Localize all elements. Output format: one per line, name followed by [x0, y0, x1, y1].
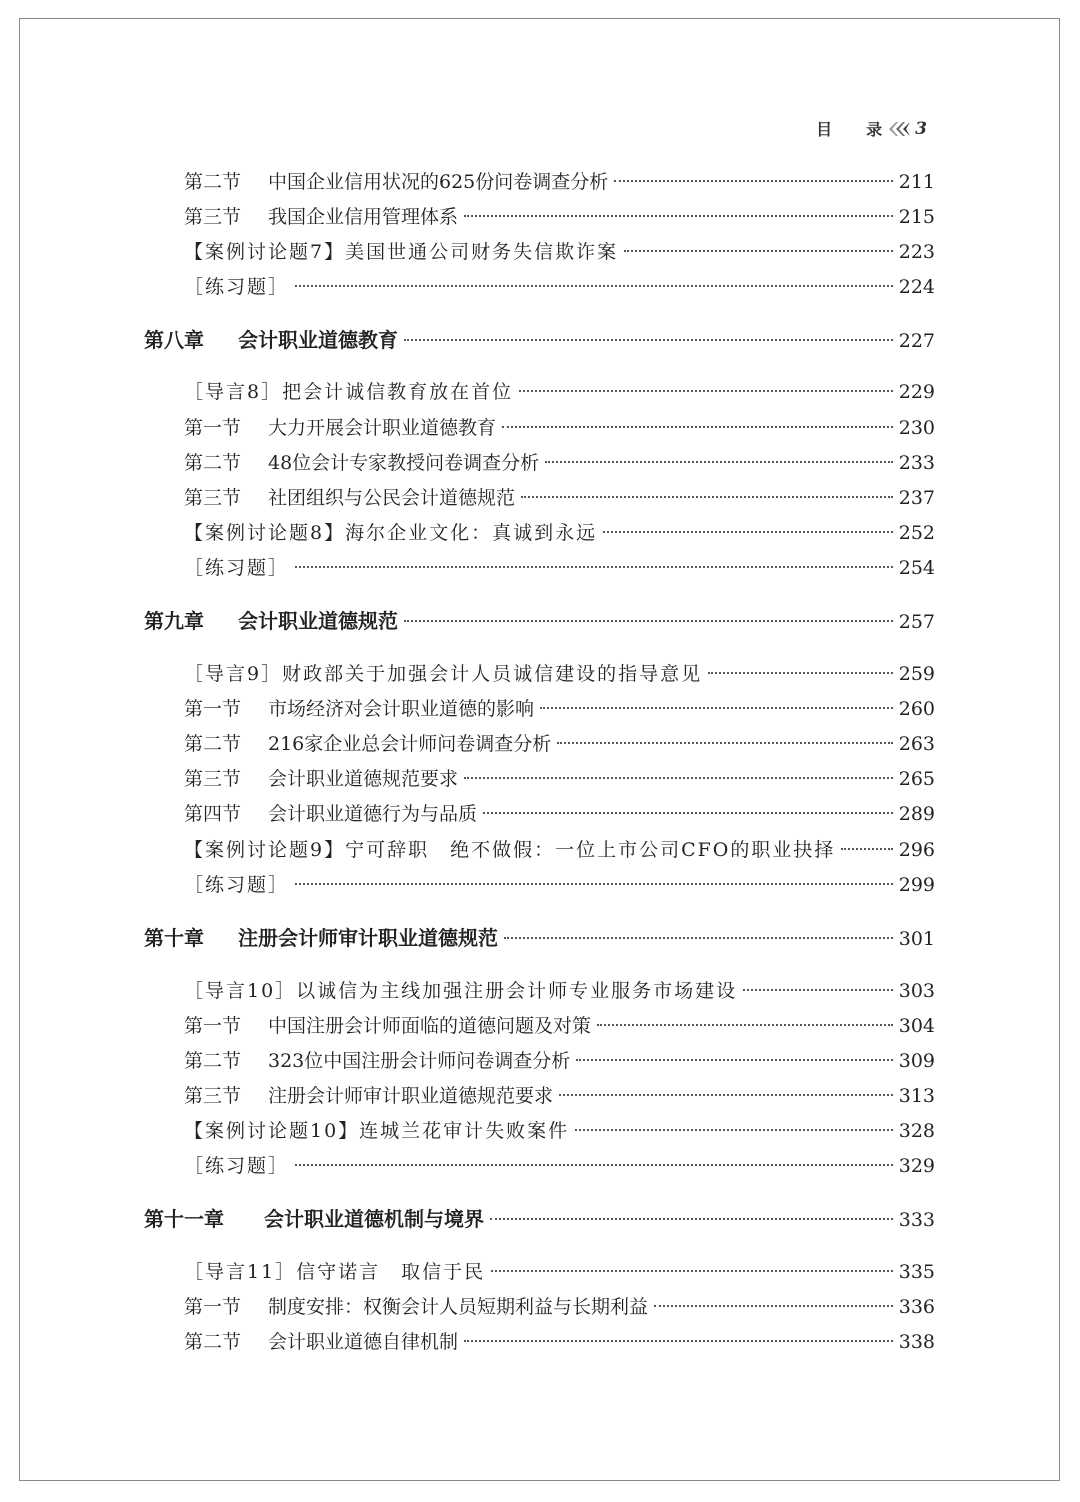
dot-leader	[603, 531, 893, 533]
toc-entry-page: 303	[898, 980, 935, 1002]
toc-entry-page: 299	[898, 874, 935, 896]
toc-entry-title: 市场经济对会计职业道德的影响	[268, 698, 535, 720]
dot-leader	[404, 620, 893, 622]
toc-chapter	[144, 923, 935, 953]
toc-chapter	[144, 1204, 935, 1234]
toc-entry	[184, 1046, 935, 1076]
toc-chapter-number: 第八章	[144, 328, 204, 352]
toc-entry-page: 215	[898, 206, 935, 228]
toc-chapter	[144, 325, 935, 355]
toc-entry-title: 【案例讨论题10】连城兰花审计失败案件	[184, 1120, 570, 1142]
dot-leader	[404, 339, 893, 341]
toc-entry	[184, 729, 935, 759]
toc-entry-number: 第三节	[184, 487, 242, 509]
toc-chapter-title: 会计职业道德机制与境界	[264, 1207, 484, 1231]
toc-entry	[184, 167, 935, 197]
toc-entry-page: 223	[898, 241, 935, 263]
dot-leader	[559, 1094, 893, 1096]
dot-leader	[502, 426, 893, 428]
dot-leader	[491, 1270, 893, 1272]
toc-entry-page: 211	[898, 171, 935, 193]
toc-entry-title: 【案例讨论题8】海尔企业文化：真诚到永远	[184, 522, 598, 544]
toc-entry-title: 制度安排：权衡会计人员短期利益与长期利益	[268, 1296, 649, 1318]
toc-entry-page: 329	[898, 1155, 935, 1177]
toc-entry-page: 289	[898, 803, 935, 825]
toc-entry-case	[184, 1116, 935, 1146]
toc-entry-exercise	[184, 272, 935, 302]
toc-entry-number: 第一节	[184, 1296, 242, 1318]
running-head-label: 目	[816, 120, 867, 139]
toc-entry-intro	[184, 976, 935, 1006]
running-head	[816, 117, 927, 140]
toc-chapter-page: 333	[898, 1209, 935, 1231]
toc-entry-page: 309	[898, 1050, 935, 1072]
toc-entry-title: 48位会计专家教授问卷调查分析	[268, 452, 540, 474]
toc-entry-page: 252	[898, 522, 935, 544]
dot-leader	[295, 883, 893, 885]
dot-leader	[521, 496, 893, 498]
toc-entry-number: 第三节	[184, 1085, 242, 1107]
toc-entry-title: 注册会计师审计职业道德规范要求	[268, 1085, 554, 1107]
toc-entry-number: 第三节	[184, 768, 242, 790]
toc-entry-title: 【案例讨论题7】美国世通公司财务失信欺诈案	[184, 241, 619, 263]
toc-entry-title: ［导言11］信守诺言 取信于民	[184, 1261, 486, 1283]
toc-entry-page: 254	[898, 557, 935, 579]
dot-leader	[490, 1218, 893, 1220]
toc-entry-title: ［练习题］	[184, 276, 290, 298]
toc-entry-number: 第一节	[184, 1015, 242, 1037]
dot-leader	[545, 461, 893, 463]
toc-chapter-page: 227	[898, 330, 935, 352]
toc-entry-title: ［导言9］财政部关于加强会计人员诚信建设的指导意见	[184, 663, 703, 685]
toc-entry-exercise	[184, 870, 935, 900]
toc-entry-page: 335	[898, 1261, 935, 1283]
toc-entry-title: 323位中国注册会计师问卷调查分析	[268, 1050, 571, 1072]
dot-leader	[708, 672, 893, 674]
toc-entry	[184, 1327, 935, 1357]
toc-entry-page: 260	[898, 698, 935, 720]
toc-chapter-title: 会计职业道德规范	[238, 609, 398, 633]
dot-leader	[575, 1129, 893, 1131]
toc-entry-title: 216家企业总会计师问卷调查分析	[268, 733, 552, 755]
toc-entry-title: 【案例讨论题9】宁可辞职 绝不做假：一位上市公司CFO的职业抉择	[184, 839, 836, 861]
toc-entry-number: 第二节	[184, 1331, 242, 1353]
toc-entry-case	[184, 237, 935, 267]
toc-entry-page: 304	[898, 1015, 935, 1037]
toc-entry-title: ［练习题］	[184, 874, 290, 896]
dot-leader	[464, 777, 893, 779]
toc-entry	[184, 413, 935, 443]
dot-leader	[295, 566, 893, 568]
toc-chapter-page: 257	[898, 611, 935, 633]
toc-entry-title: 社团组织与公民会计道德规范	[268, 487, 516, 509]
toc-entry-number: 第一节	[184, 417, 242, 439]
toc-entry-number: 第四节	[184, 803, 242, 825]
toc-entry-title: 大力开展会计职业道德教育	[268, 417, 497, 439]
toc-entry-exercise	[184, 553, 935, 583]
toc-entry	[184, 483, 935, 513]
toc-entry-page: 224	[898, 276, 935, 298]
dot-leader	[557, 742, 892, 744]
toc-chapter-number: 第九章	[144, 609, 204, 633]
toc-entry	[184, 1292, 935, 1322]
toc-entry-title: 会计职业道德行为与品质	[268, 803, 478, 825]
toc-entry-page: 338	[898, 1331, 935, 1353]
dot-leader	[295, 1164, 893, 1166]
double-arrow-left-icon	[886, 121, 910, 137]
toc-entry-page: 265	[898, 768, 935, 790]
toc-entry-case	[184, 835, 935, 865]
toc-entry-page: 263	[898, 733, 935, 755]
toc-entry	[184, 1011, 935, 1041]
toc-entry-page: 296	[898, 839, 935, 861]
toc-entry-title: 会计职业道德自律机制	[268, 1331, 459, 1353]
toc-chapter-title: 会计职业道德教育	[238, 328, 398, 352]
toc-entry	[184, 1081, 935, 1111]
toc-entry-number: 第三节	[184, 206, 242, 228]
toc-entry-title: ［导言8］把会计诚信教育放在首位	[184, 381, 514, 403]
dot-leader	[519, 390, 893, 392]
toc-entry-number: 第二节	[184, 733, 242, 755]
dot-leader	[841, 848, 892, 850]
dot-leader	[624, 250, 893, 252]
toc-entry-page: 313	[898, 1085, 935, 1107]
toc-chapter-number: 第十章	[144, 926, 204, 950]
toc-entry-page: 233	[898, 452, 935, 474]
dot-leader	[464, 1340, 893, 1342]
toc-entry-title: 中国注册会计师面临的道德问题及对策	[268, 1015, 592, 1037]
toc-entry-page: 229	[898, 381, 935, 403]
toc-entry	[184, 799, 935, 829]
toc-entry-number: 第一节	[184, 698, 242, 720]
toc-entry-title: ［导言10］以诚信为主线加强注册会计师专业服务市场建设	[184, 980, 738, 1002]
dot-leader	[576, 1059, 892, 1061]
toc-entry-page: 230	[898, 417, 935, 439]
toc-chapter	[144, 606, 935, 636]
dot-leader	[504, 937, 893, 939]
toc-entry	[184, 694, 935, 724]
toc-entry-intro	[184, 377, 935, 407]
toc-entry-number: 第二节	[184, 452, 242, 474]
toc-chapter-number: 第十一章	[144, 1207, 224, 1231]
dot-leader	[540, 707, 893, 709]
toc-entry	[184, 202, 935, 232]
dot-leader	[483, 812, 893, 814]
toc-entry	[184, 764, 935, 794]
toc-entry-exercise	[184, 1151, 935, 1181]
toc-entry-page: 259	[898, 663, 935, 685]
toc-entry-page: 237	[898, 487, 935, 509]
toc-entry-title: 我国企业信用管理体系	[268, 206, 459, 228]
toc-entry-page: 328	[898, 1120, 935, 1142]
toc-entry-title: 会计职业道德规范要求	[268, 768, 459, 790]
dot-leader	[295, 285, 893, 287]
toc-entry	[184, 448, 935, 478]
toc-entry-page: 336	[898, 1296, 935, 1318]
toc-chapter-page: 301	[898, 928, 935, 950]
toc-entry-title: ［练习题］	[184, 557, 290, 579]
running-head-page-number: 3	[915, 118, 927, 139]
dot-leader	[597, 1024, 893, 1026]
dot-leader	[614, 180, 892, 182]
dot-leader	[743, 989, 893, 991]
toc-entry-number: 第二节	[184, 1050, 242, 1072]
toc-entry-number: 第二节	[184, 171, 242, 193]
toc-entry-intro	[184, 1257, 935, 1287]
dot-leader	[654, 1305, 893, 1307]
toc-entry-title: ［练习题］	[184, 1155, 290, 1177]
dot-leader	[464, 215, 893, 217]
toc-entry-intro	[184, 659, 935, 689]
running-head-label-2: 录	[866, 120, 883, 139]
toc-chapter-title: 注册会计师审计职业道德规范	[238, 926, 498, 950]
toc-entry-case	[184, 518, 935, 548]
toc-entry-title: 中国企业信用状况的625份问卷调查分析	[268, 171, 609, 193]
